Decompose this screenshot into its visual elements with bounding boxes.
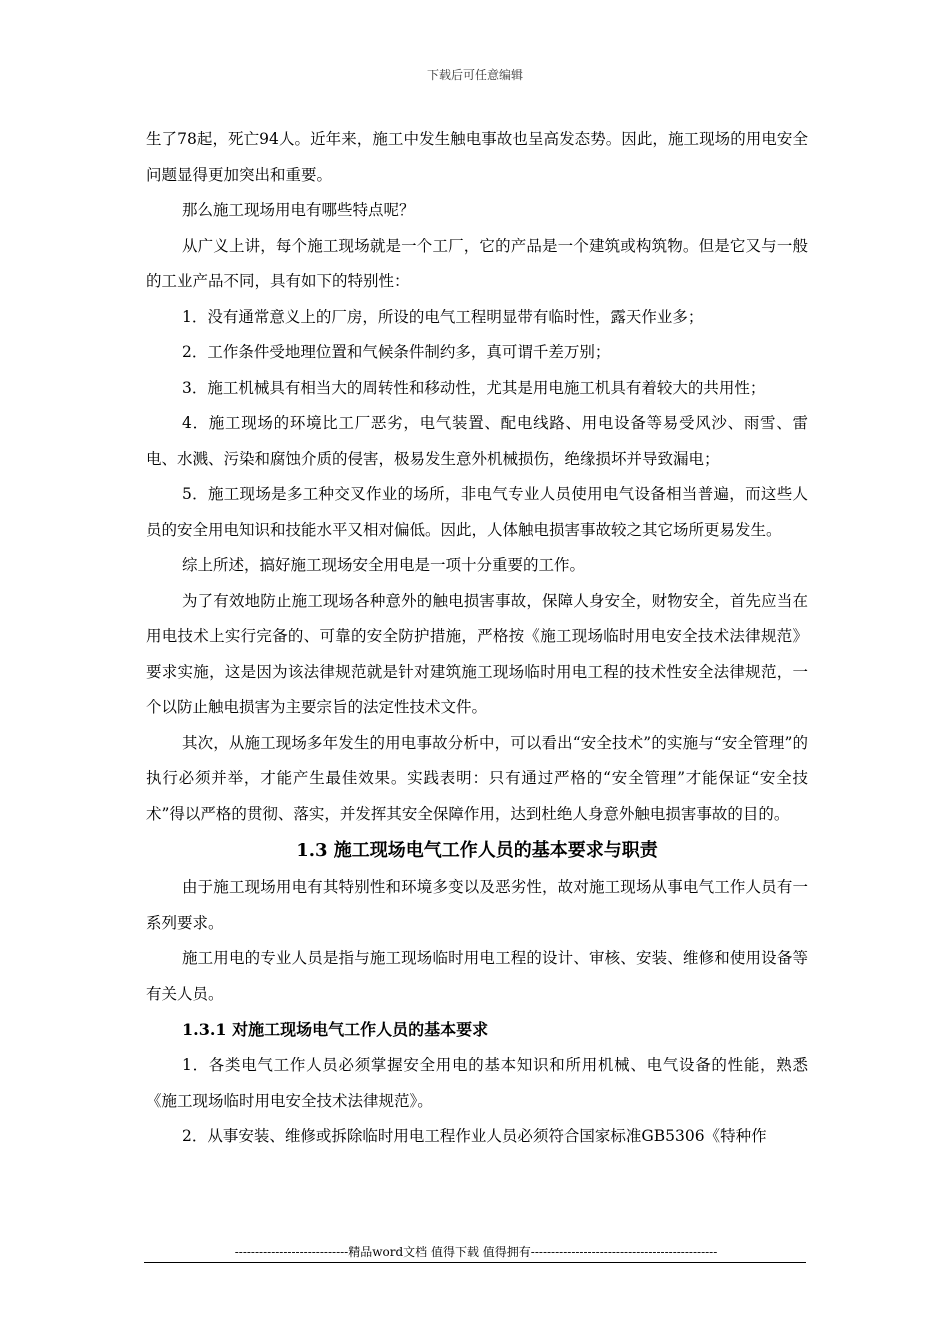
footer-divider <box>144 1262 806 1263</box>
section-heading: 1.3 施工现场电气工作人员的基本要求与职责 <box>296 840 658 861</box>
page-header: 下载后可任意编辑 <box>426 68 523 82</box>
page-footer: ----------------------------精品word文档 值得下载 值得拥有---------------------------------------------- <box>234 1245 718 1259</box>
list-item: 1．没有通常意义上的厂房，所设的电气工程明显带有临时性，露天作业多； <box>182 307 704 326</box>
document-body <box>146 122 808 1155</box>
subsection-heading: 1.3.1 对施工现场电气工作人员的基本要求 <box>182 1020 489 1039</box>
paragraph: 其次，从施工现场多年发生的用电事故分析中，可以看出“安全技术”的实施与“安全管理”的执行必须并举，才能产生最佳效果。实践表明：只有通过严格的“安全管理”才能保证“安全技术”得以严格的贯彻、落实，并发挥其安全保障作用，达到杜绝人身意外触电损害事故的目的。 <box>146 733 808 823</box>
paragraph: 综上所述，搞好施工现场安全用电是一项十分重要的工作。 <box>182 556 586 574</box>
paragraph: 施工用电的专业人员是指与施工现场临时用电工程的设计、审核、安装、维修和使用设备等有关人员。 <box>146 949 808 1003</box>
list-item: 4．施工现场的环境比工厂恶劣，电气装置、配电线路、用电设备等易受风沙、雨雪、雷电、水溅、污染和腐蚀介质的侵害，极易发生意外机械损伤，绝缘损坏并导致漏电； <box>146 414 808 468</box>
list-item: 2．工作条件受地理位置和气候条件制约多，真可谓千差万别； <box>182 343 611 361</box>
paragraph: 为了有效地防止施工现场各种意外的触电损害事故，保障人身安全，财物安全，首先应当在用电技术上实行完备的、可靠的安全防护措施，严格按《施工现场临时用电安全技术法律规范》要求实施，这是因为该法律规范就是针对建筑施工现场临时用电工程的技术性安全法律规范，一个以防止触电损害为主要宗旨的法定性技术文件。 <box>146 591 808 716</box>
paragraph: 从广义上讲，每个施工现场就是一个工厂，它的产品是一个建筑或构筑物。但是它又与一般的工业产品不同，具有如下的特别性： <box>146 236 808 290</box>
paragraph: 生了78起，死亡94人。近年来，施工中发生触电事故也呈高发态势。因此，施工现场的用电安全问题显得更加突出和重要。 <box>146 130 808 184</box>
paragraph: 那么施工现场用电有哪些特点呢？ <box>182 201 415 219</box>
list-item: 2．从事安装、维修或拆除临时用电工程作业人员必须符合国家标准GB5306《特种作 <box>182 1127 767 1145</box>
paragraph: 由于施工现场用电有其特别性和环境多变以及恶劣性，故对施工现场从事电气工作人员有一系列要求。 <box>146 878 808 932</box>
list-item: 5．施工现场是多工种交叉作业的场所，非电气专业人员使用电气设备相当普遍，而这些人员的安全用电知识和技能水平又相对偏低。因此，人体触电损害事故较之其它场所更易发生。 <box>146 485 808 539</box>
list-item: 1．各类电气工作人员必须掌握安全用电的基本知识和所用机械、电气设备的性能，熟悉《施工现场临时用电安全技术法律规范》。 <box>146 1056 808 1110</box>
list-item: 3．施工机械具有相当大的周转性和移动性，尤其是用电施工机具有着较大的共用性； <box>182 378 766 397</box>
